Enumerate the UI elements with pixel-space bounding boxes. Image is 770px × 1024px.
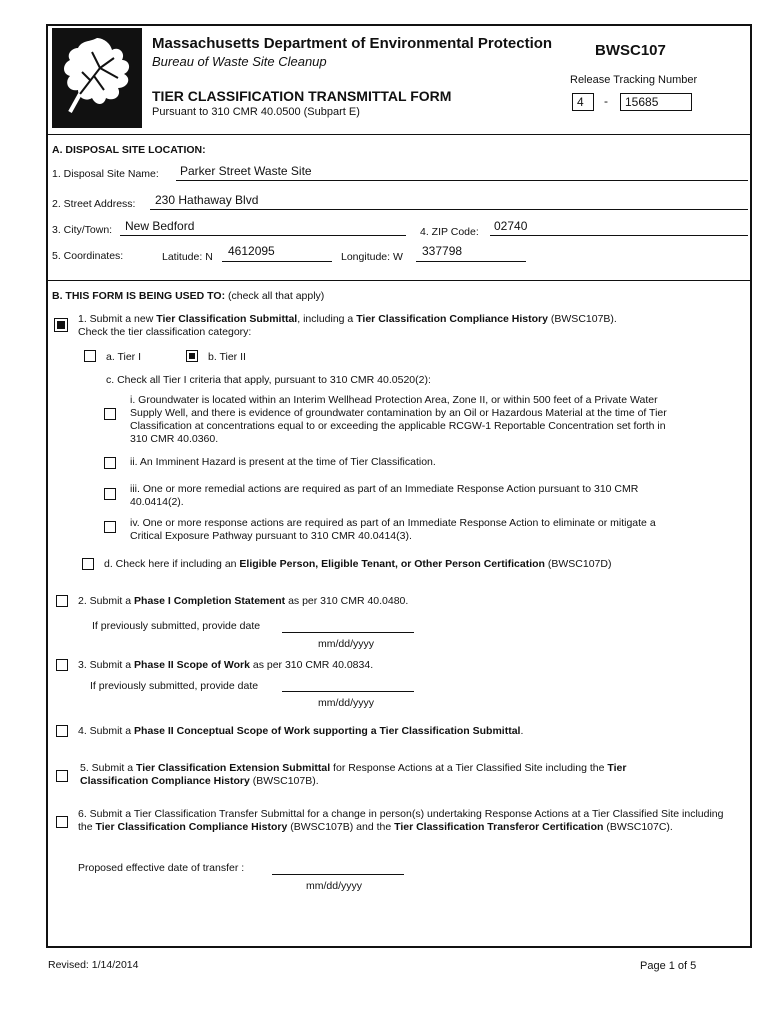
- item6-text-c: (BWSC107B) and the: [287, 821, 395, 833]
- massdep-oak-leaf-logo: [52, 28, 142, 128]
- site-name-value[interactable]: Parker Street Waste Site: [180, 164, 312, 178]
- item2-text-c: as per 310 CMR 40.0480.: [285, 595, 409, 607]
- eligible-person-checkbox[interactable]: [82, 558, 94, 570]
- section-a-divider: [46, 280, 752, 281]
- street-value[interactable]: 230 Hathaway Blvd: [155, 193, 259, 207]
- item5-text-d: Tier Classification Compliance History: [80, 762, 627, 787]
- item1-text-d: Tier Classification Compliance History: [356, 313, 548, 325]
- item3-prev-label: If previously submitted, provide date: [90, 680, 259, 692]
- new-tier-classification-checkbox[interactable]: [54, 318, 68, 332]
- item5-text-b: Tier Classification Extension Submittal: [136, 762, 331, 774]
- item1-text-a: 1. Submit a new: [78, 313, 157, 325]
- criterion-iv-checkbox[interactable]: [104, 521, 116, 533]
- criterion-iv-text: iv. One or more response actions are required as part of an Immediate Response Action to eliminate or mitigate a Critical Exposure Pathway pursuant to 310 CMR 40.0414(3).: [130, 517, 656, 542]
- item6-date-hint: mm/dd/yyyy: [306, 880, 363, 892]
- rtn-dash: -: [604, 94, 608, 108]
- item4-text: [78, 725, 523, 738]
- item3-text: [78, 659, 373, 672]
- item6-effective-label: Proposed effective date of transfer :: [78, 862, 245, 874]
- longitude-line: [416, 261, 526, 262]
- item6-text-b: Tier Classification Compliance History: [95, 821, 288, 833]
- page-number: Page 1 of 5: [640, 960, 697, 972]
- longitude-label: Longitude: W: [341, 251, 403, 263]
- phase2-conceptual-checkbox[interactable]: [56, 725, 68, 737]
- city-line: [120, 235, 406, 236]
- street-line: [150, 209, 748, 210]
- item4-text-a: 4. Submit a: [78, 725, 135, 737]
- item1-text: [78, 313, 617, 326]
- item5-text-a: 5. Submit a: [80, 762, 137, 774]
- section-b-heading: B. THIS FORM IS BEING USED TO:: [52, 290, 226, 302]
- rtn-number-field[interactable]: 15685: [620, 93, 692, 111]
- item6-text-d: Tier Classification Transferor Certification: [394, 821, 604, 833]
- criterion-i-checkbox[interactable]: [104, 408, 116, 420]
- item3-date-hint: mm/dd/yyyy: [318, 697, 375, 709]
- zip-value[interactable]: 02740: [494, 219, 528, 233]
- site-name-line: [176, 180, 748, 181]
- zip-line: [490, 235, 748, 236]
- criterion-ii-text: ii. An Imminent Hazard is present at the time of Tier Classification.: [130, 456, 436, 468]
- pursuant-text: Pursuant to 310 CMR 40.0500 (Subpart E): [152, 106, 360, 118]
- form-id: BWSC107: [595, 42, 666, 59]
- release-tracking-label: Release Tracking Number: [570, 74, 698, 86]
- header-divider: [46, 134, 752, 135]
- latitude-value[interactable]: 4612095: [228, 244, 275, 258]
- item2-date-line[interactable]: [282, 632, 414, 633]
- item4-text-b: Phase II Conceptual Scope of Work supporting a Tier Classification Submittal: [134, 725, 521, 737]
- criteria-intro: c. Check all Tier I criteria that apply, pursuant to 310 CMR 40.0520(2):: [106, 374, 431, 386]
- item4-text-c: .: [520, 725, 524, 737]
- item-d-text-b: Eligible Person, Eligible Tenant, or Other Person Certification: [239, 558, 545, 570]
- agency-name: Massachusetts Department of Environmental Protection: [152, 35, 553, 52]
- item1-text-b: Tier Classification Submittal: [156, 313, 298, 325]
- criterion-ii-checkbox[interactable]: [104, 457, 116, 469]
- item1-text-c: , including a: [297, 313, 357, 325]
- latitude-label: Latitude: N: [162, 251, 213, 263]
- section-a-title: A. DISPOSAL SITE LOCATION:: [52, 144, 206, 156]
- item3-date-line[interactable]: [282, 691, 414, 692]
- form-title: TIER CLASSIFICATION TRANSMITTAL FORM: [152, 88, 452, 104]
- section-b-title: [52, 290, 324, 303]
- item-d-text: [104, 558, 611, 571]
- city-value[interactable]: New Bedford: [125, 219, 195, 233]
- tier-2-label: b. Tier II: [208, 351, 246, 363]
- item3-text-b: Phase II Scope of Work: [134, 659, 250, 671]
- transfer-submittal-checkbox[interactable]: [56, 816, 68, 828]
- zip-label: 4. ZIP Code:: [420, 226, 479, 238]
- extension-submittal-checkbox[interactable]: [56, 770, 68, 782]
- criterion-iii-text: iii. One or more remedial actions are required as part of an Immediate Response Action pursuant to 310 CMR 40.0414(2).: [130, 483, 639, 508]
- oak-leaf-icon: [52, 28, 142, 128]
- item6-date-line[interactable]: [272, 874, 404, 875]
- item5-text: [80, 762, 680, 788]
- item6-text-a: 6. Submit a Tier Classification Transfer Submittal for a change in person(s) undertaking Response Actions at a Tier Classified Site including the: [78, 808, 724, 833]
- criterion-i-text: i. Groundwater is located within an Interim Wellhead Protection Area, Zone II, or within 500 feet of a Private Water Supply Well, and there is evidence of groundwater contamination by an Oil or Hazardous Material at the time of Tier Classification at concentrations equal to or exceeding the applicable RCGW-1 Reportable Concentration set forth in 310 CMR 40.0360.: [130, 394, 667, 445]
- phase2-scope-checkbox[interactable]: [56, 659, 68, 671]
- bureau-name: Bureau of Waste Site Cleanup: [152, 54, 327, 69]
- phase1-completion-checkbox[interactable]: [56, 595, 68, 607]
- revised-date: Revised: 1/14/2014: [48, 959, 139, 971]
- item-d-text-c: (BWSC107D): [544, 558, 612, 570]
- item3-text-c: as per 310 CMR 40.0834.: [249, 659, 374, 671]
- section-b-note: (check all that apply): [228, 290, 325, 302]
- item1-line2: Check the tier classification category:: [78, 326, 252, 338]
- item6-text: [78, 808, 728, 834]
- site-name-label: 1. Disposal Site Name:: [52, 168, 159, 180]
- item2-date-hint: mm/dd/yyyy: [318, 638, 375, 650]
- tier-1-label: a. Tier I: [106, 351, 142, 363]
- tier-1-checkbox[interactable]: [84, 350, 96, 362]
- rtn-region-field[interactable]: 4: [572, 93, 594, 111]
- tier-2-checkbox[interactable]: [186, 350, 198, 362]
- item1-text-e: (BWSC107B).: [547, 313, 617, 325]
- item6-text-e: (BWSC107C).: [603, 821, 673, 833]
- item2-text-b: Phase I Completion Statement: [134, 595, 286, 607]
- item5-text-c: for Response Actions at a Tier Classified Site including the: [330, 762, 608, 774]
- street-label: 2. Street Address:: [52, 198, 136, 210]
- item3-text-a: 3. Submit a: [78, 659, 135, 671]
- item2-prev-label: If previously submitted, provide date: [92, 620, 261, 632]
- item2-text: [78, 595, 408, 608]
- criterion-iii-checkbox[interactable]: [104, 488, 116, 500]
- item5-text-e: (BWSC107B).: [249, 775, 319, 787]
- city-label: 3. City/Town:: [52, 224, 113, 236]
- coordinates-label: 5. Coordinates:: [52, 250, 124, 262]
- longitude-value[interactable]: 337798: [422, 244, 463, 258]
- item2-text-a: 2. Submit a: [78, 595, 135, 607]
- item-d-text-a: d. Check here if including an: [104, 558, 240, 570]
- latitude-line: [222, 261, 332, 262]
